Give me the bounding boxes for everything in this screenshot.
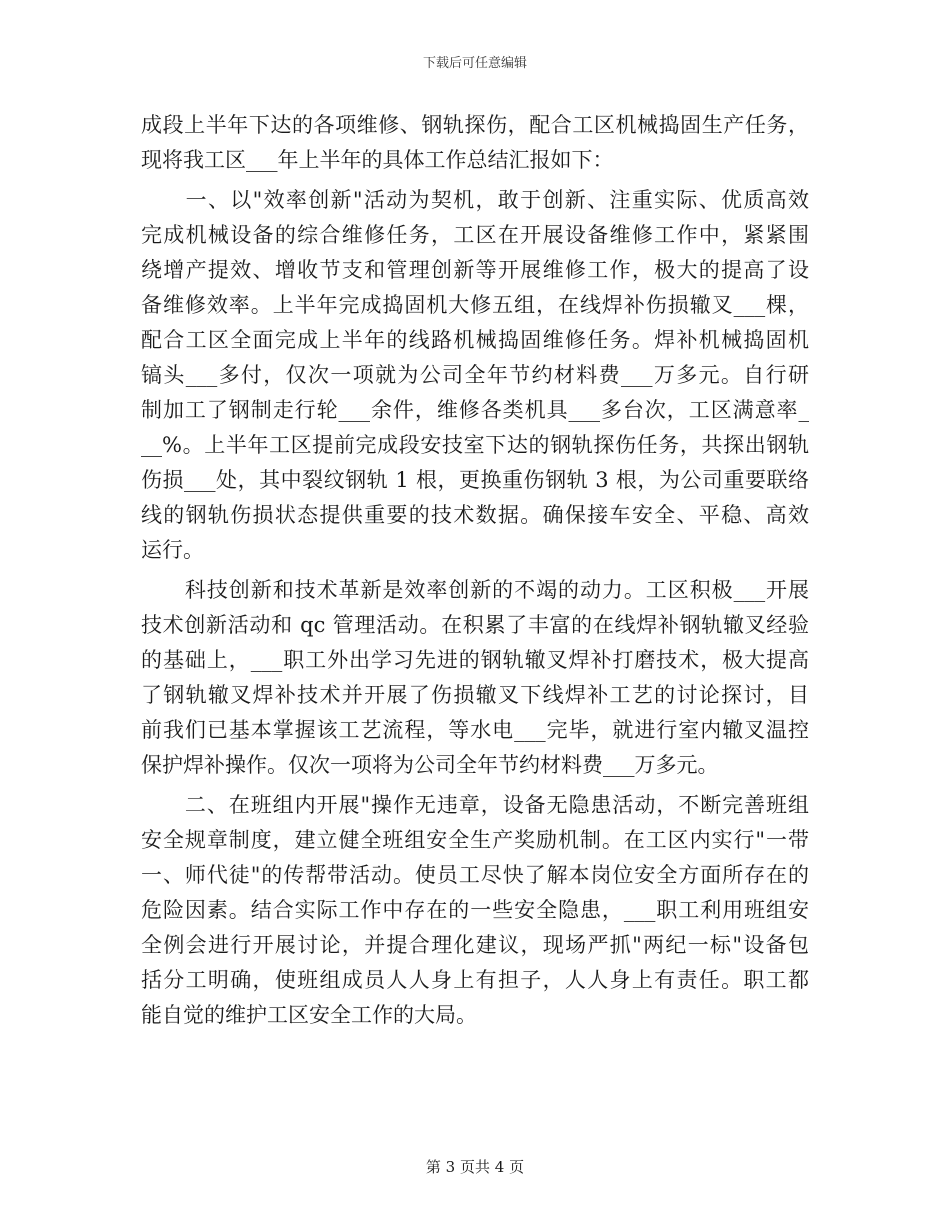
- text-line: 成段上半年下达的各项维修、钢轨探伤，配合工区机械捣固生产任务，: [141, 113, 809, 137]
- paragraph-section-one: [141, 183, 809, 568]
- document-body: [141, 108, 809, 1033]
- page-number: 第 3 页共 4 页: [425, 1158, 525, 1176]
- text-line: __%。上半年工区提前完成段安技室下达的钢轨探伤任务，共探出钢轨: [141, 433, 809, 457]
- text-line: 能自觉的维护工区安全工作的大局。: [141, 1003, 477, 1027]
- text-line: 危险因素。结合实际工作中存在的一些安全隐患，___职工利用班组安: [141, 898, 809, 922]
- text-line: 现将我工区___年上半年的具体工作总结汇报如下：: [141, 148, 614, 172]
- text-line: 绕增产提效、增收节支和管理创新等开展维修工作，极大的提高了设: [141, 258, 809, 282]
- text-line: 配合工区全面完成上半年的线路机械捣固维修任务。焊补机械捣固机: [141, 328, 809, 352]
- text-line: 制加工了钢制走行轮___余件，维修各类机具___多台次，工区满意率_: [141, 398, 809, 422]
- paragraph-tech-innovation: [141, 573, 809, 783]
- text-line: 全例会进行开展讨论，并提合理化建议，现场严抓"两纪一标"设备包: [141, 933, 809, 957]
- paragraph-intro: [141, 108, 809, 178]
- text-line: 安全规章制度，建立健全班组安全生产奖励机制。在工区内实行"一带: [141, 828, 809, 852]
- text-line: 前我们已基本掌握该工艺流程，等水电___完毕，就进行室内辙叉温控: [141, 718, 809, 742]
- paragraph-section-two: [141, 788, 809, 1033]
- text-line: 一、师代徒"的传帮带活动。使员工尽快了解本岗位安全方面所存在的: [141, 863, 809, 887]
- text-line: 了钢轨辙叉焊补技术并开展了伤损辙叉下线焊补工艺的讨论探讨，目: [141, 683, 809, 707]
- text-line: 伤损___处，其中裂纹钢轨 1 根，更换重伤钢轨 3 根，为公司重要联络: [141, 468, 809, 492]
- text-line: 线的钢轨伤损状态提供重要的技术数据。确保接车安全、平稳、高效: [141, 503, 809, 527]
- page-header: 下载后可任意编辑: [422, 56, 527, 71]
- text-line: 保护焊补操作。仅次一项将为公司全年节约材料费___万多元。: [141, 753, 719, 777]
- text-line: 镐头___多付，仅次一项就为公司全年节约材料费___万多元。自行研: [141, 363, 809, 387]
- text-line: 备维修效率。上半年完成捣固机大修五组，在线焊补伤损辙叉___棵，: [141, 293, 809, 317]
- text-line: 科技创新和技术革新是效率创新的不竭的动力。工区积极___开展: [141, 578, 809, 602]
- text-line: 运行。: [141, 538, 204, 562]
- text-line: 二、在班组内开展"操作无违章，设备无隐患活动，不断完善班组: [141, 793, 809, 817]
- text-line: 括分工明确，使班组成员人人身上有担子，人人身上有责任。职工都: [141, 968, 809, 992]
- text-line: 完成机械设备的综合维修任务，工区在开展设备维修工作中，紧紧围: [141, 223, 809, 247]
- text-line: 技术创新活动和 qc 管理活动。在积累了丰富的在线焊补钢轨辙叉经验: [141, 613, 809, 637]
- text-line: 的基础上，___职工外出学习先进的钢轨辙叉焊补打磨技术，极大提高: [141, 648, 809, 672]
- text-line: 一、以"效率创新"活动为契机，敢于创新、注重实际、优质高效: [141, 188, 809, 212]
